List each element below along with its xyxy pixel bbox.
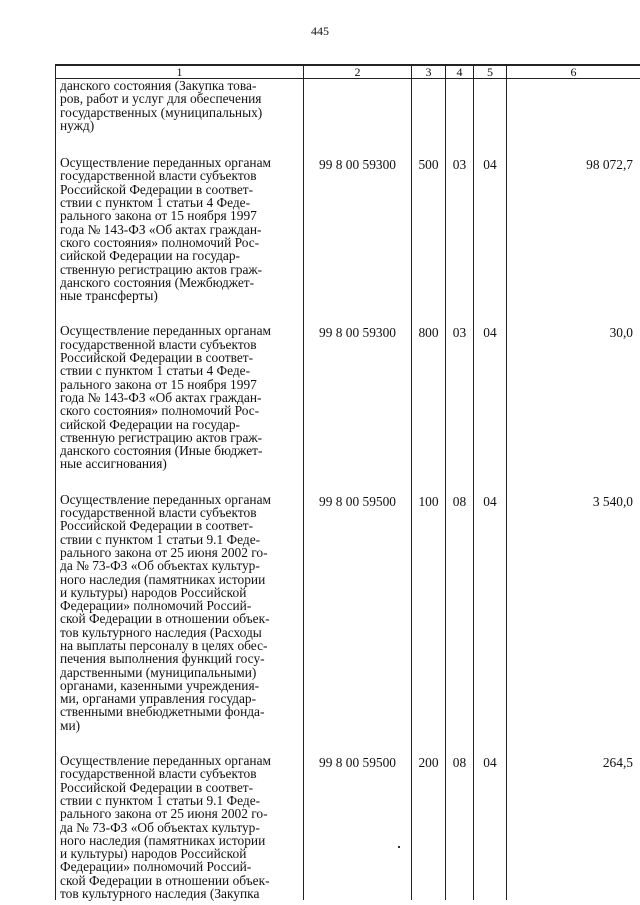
row-sum: 264,5 (507, 754, 640, 900)
row-name: данского состояния (Закупка това- ров, работ и услуг для обеспечения государственных (муниципальных) нужд) (56, 79, 304, 157)
row-pr: 04 (474, 754, 507, 900)
row-vr: 200 (412, 754, 446, 900)
table-row-continuation (56, 79, 640, 157)
row-vr: 100 (412, 493, 446, 754)
row-name: Осуществление переданных органам государственной власти субъектов Российской Федерации в соответ- ствии с пунктом 1 статьи 4 Феде- рального закона от 15 ноября 1997 года № 143-ФЗ «Об актах граждан- ского состояния» полномочий Рос- сийской Федерации на государ- ственную регистрацию актов граж- данского состояния (Межбюджет- ные трансферты) (56, 156, 304, 324)
row-vr: 500 (412, 156, 446, 324)
scan-speck (398, 846, 400, 848)
row-name: Осуществление переданных органам государственной власти субъектов Российской Федерации в соответ- ствии с пунктом 1 статьи 4 Феде- рального закона от 15 ноября 1997 года № 143-ФЗ «Об актах граждан- ского состояния» полномочий Рос- сийской Федерации на государ- ственную регистрацию актов граж- данского состояния (Иные бюджет- ные ассигнования) (56, 324, 304, 492)
row-name: Осуществление переданных органам государственной власти субъектов Российской Федерации в соответ- ствии с пунктом 1 статьи 9.1 Феде- рального закона от 25 июня 2002 го- да № 73-ФЗ «Об объектах культур- ного наследия (памятниках истории и культуры) народов Российской Федерации» полномочий Россий- ской Федерации в отношении объек- тов культурного наследия (Расходы на выплаты персоналу в целях обес- печения выполнения функций госу- дарственными (муниципальными) органами, казенными учреждения- ми, органами управления государ- ственными внебюджетными фонда- ми) (56, 493, 304, 754)
row-code: 99 8 00 59500 (304, 493, 412, 754)
row-code: 99 8 00 59300 (304, 156, 412, 324)
table-row (56, 156, 640, 324)
page-number: 445 (311, 24, 329, 38)
row-sum: 3 540,0 (507, 493, 640, 754)
row-pr: 04 (474, 493, 507, 754)
row-sum: 98 072,7 (507, 156, 640, 324)
row-rz: 03 (446, 156, 474, 324)
row-code: 99 8 00 59300 (304, 324, 412, 492)
header-col-6: 6 (507, 65, 640, 79)
header-col-2: 2 (304, 65, 412, 79)
row-name: Осуществление переданных органам государственной власти субъектов Российской Федерации в соответ- ствии с пунктом 1 статьи 9.1 Феде- рального закона от 25 июня 2002 го- да № 73-ФЗ «Об объектах культур- ного наследия (памятниках истории и культуры) народов Российской Федерации» полномочий Россий- ской Федерации в отношении объек- тов культурного наследия (Закупка (56, 754, 304, 900)
header-col-1: 1 (56, 65, 304, 79)
table-row (56, 754, 640, 900)
table-row (56, 493, 640, 754)
row-rz: 08 (446, 754, 474, 900)
header-row (56, 65, 640, 79)
row-sum: 30,0 (507, 324, 640, 492)
row-rz: 08 (446, 493, 474, 754)
table-row (56, 324, 640, 492)
header-col-5: 5 (474, 65, 507, 79)
row-code: 99 8 00 59500 (304, 754, 412, 900)
header-col-3: 3 (412, 65, 446, 79)
row-pr: 04 (474, 156, 507, 324)
row-vr: 800 (412, 324, 446, 492)
budget-table (55, 64, 640, 900)
row-pr: 04 (474, 324, 507, 492)
header-col-4: 4 (446, 65, 474, 79)
row-rz: 03 (446, 324, 474, 492)
